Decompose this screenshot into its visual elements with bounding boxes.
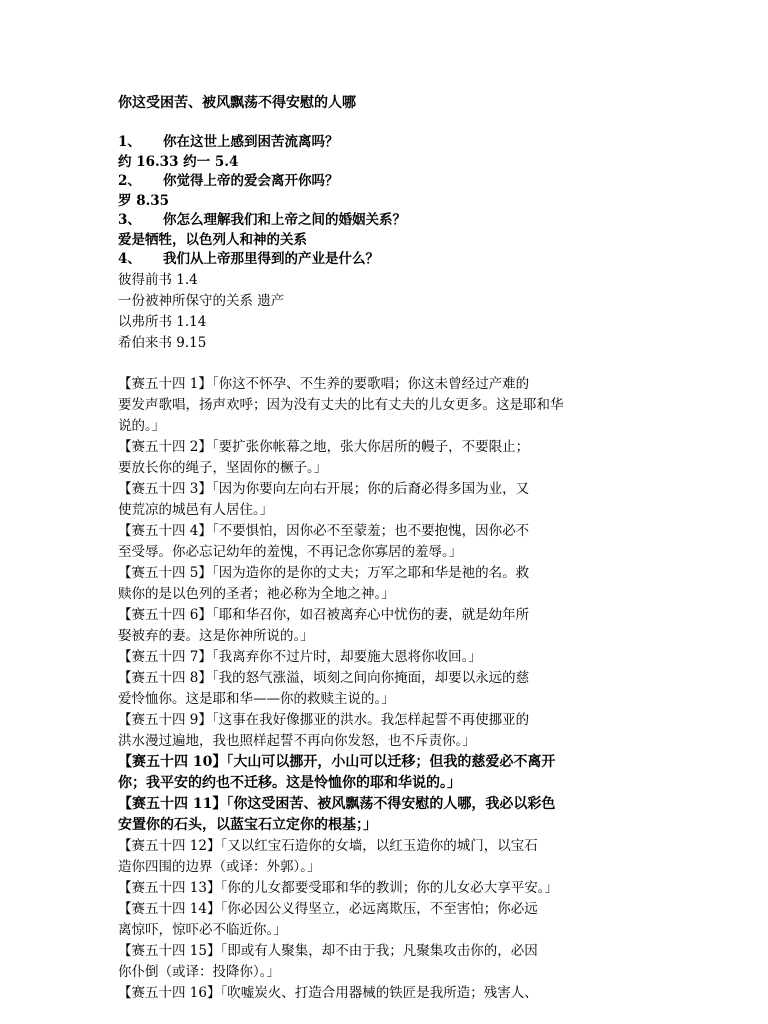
verse-line: 说的。」 [118,417,166,434]
verse-line: 【赛五十四 5】「因为造你的是你的丈夫；万军之耶和华是祂的名。救 [118,564,530,581]
question-text: 你觉得上帝的爱会离开你吗？ [163,173,339,189]
verse-line: 【赛五十四 8】「我的怒气涨溢，顷刻之间向你掩面，却要以永远的慈 [118,669,530,686]
verse-line: 你；我平安的约也不迁移。这是怜恤你的耶和华说的。」 [118,774,461,791]
answer-1: 约 16.33 约一 5.4 [118,153,239,170]
verse-line: 要发声歌唱，扬声欢呼；因为没有丈夫的比有丈夫的儿女更多。这是耶和华 [118,396,564,413]
verse-paragraph [118,899,678,941]
blank-line [118,354,678,374]
verse-paragraph [118,836,678,878]
document-title: 你这受困苦、被风飘荡不得安慰的人哪 [118,95,356,111]
answer-4-line: 彼得前书 1.4 [118,271,198,288]
verse-line: 安置你的石头，以蓝宝石立定你的根基；」 [118,816,377,833]
verse-line: 【赛五十四 16】「吹嘘炭火、打造合用器械的铁匠是我所造；残害人、 [118,984,538,1001]
verse-line: 【赛五十四 12】「又以红宝石造你的女墙，以红玉造你的城门，以宝石 [118,837,538,854]
question-number: 4、 [118,251,141,267]
answer-2: 罗 8.35 [118,192,170,209]
verse-line: 【赛五十四 15】「即或有人聚集，却不由于我；凡聚集攻击你的，必因 [118,942,538,959]
verse-paragraph [118,878,678,899]
verse-line: 【赛五十四 4】「不要惧怕，因你必不至蒙羞；也不要抱愧，因你必不 [118,522,530,539]
question-text: 我们从上帝那里得到的产业是什么？ [163,251,379,267]
verse-paragraph [118,374,678,437]
question-text: 你在这世上感到困苦流离吗？ [163,134,339,150]
verse-paragraph [118,752,678,794]
verse-line: 爱怜恤你。这是耶和华——你的救赎主说的。」 [118,690,395,707]
question-number: 2、 [118,173,141,189]
verse-paragraph [118,710,678,752]
verse-line: 【赛五十四 13】「你的儿女都要受耶和华的教训；你的儿女必大享平安。」 [118,879,558,896]
verse-line: 【赛五十四 2】「要扩张你帐幕之地，张大你居所的幔子，不要限止； [118,438,530,455]
verse-line: 【赛五十四 6】「耶和华召你，如召被离弃心中忧伤的妻，就是幼年所 [118,606,530,623]
verse-line: 赎你的是以色列的圣者；祂必称为全地之神。」 [118,585,395,602]
verse-line: 洪水漫过遍地，我也照样起誓不再向你发怒，也不斥责你。」 [118,732,476,749]
verse-paragraph [118,941,678,983]
question-number: 1、 [118,134,141,150]
verse-line: 要放长你的绳子，坚固你的橛子。」 [118,459,328,476]
verse-line: 至受辱。你必忘记幼年的羞愧，不再记念你寡居的羞辱。」 [118,543,463,560]
verse-paragraph [118,794,678,836]
verse-line: 【赛五十四 3】「因为你要向左向右开展；你的后裔必得多国为业，又 [118,480,530,497]
verse-paragraph [118,437,678,479]
document-page [118,93,678,1004]
answer-4-line: 以弗所书 1.14 [118,313,207,330]
answer-4-line: 希伯来书 9.15 [118,334,207,351]
verse-line: 【赛五十四 14】「你必因公义得坚立，必远离欺压，不至害怕；你必远 [118,900,538,917]
verse-line: 【赛五十四 10】「大山可以挪开，小山可以迁移；但我的慈爱必不离开 [118,753,556,770]
verse-paragraph [118,647,678,668]
verse-list [118,374,678,1004]
verse-line: 【赛五十四 9】「这事在我好像挪亚的洪水。我怎样起誓不再使挪亚的 [118,711,530,728]
verse-paragraph [118,983,678,1004]
verse-paragraph [118,605,678,647]
answer-3: 爱是牺牲，以色列人和神的关系 [118,231,307,248]
question-4 [118,250,678,270]
verse-line: 造你四围的边界（或译：外郭）。」 [118,858,321,875]
verse-line: 【赛五十四 7】「我离弃你不过片时，却要施大恩将你收回。」 [118,648,482,665]
question-3 [118,211,678,231]
verse-line: 娶被弃的妻。这是你神所说的。」 [118,627,314,644]
question-1 [118,133,678,153]
answer-4-line: 一份被神所保守的关系 遗产 [118,292,285,309]
verse-line: 你仆倒（或译：投降你）。」 [118,963,280,980]
verse-line: 使荒凉的城邑有人居住。」 [118,501,274,518]
question-number: 3、 [118,212,141,228]
verse-paragraph [118,563,678,605]
verse-paragraph [118,521,678,563]
question-text: 你怎么理解我们和上帝之间的婚姻关系？ [163,212,406,228]
verse-line: 【赛五十四 1】「你这不怀孕、不生养的要歌唱；你这未曾经过产难的 [118,375,530,392]
verse-paragraph [118,479,678,521]
verse-line: 【赛五十四 11】「你这受困苦、被风飘荡不得安慰的人哪，我必以彩色 [118,795,556,812]
verse-line: 离惊吓，惊吓必不临近你。」 [118,921,287,938]
question-2 [118,172,678,192]
verse-paragraph [118,668,678,710]
blank-line [118,113,678,133]
